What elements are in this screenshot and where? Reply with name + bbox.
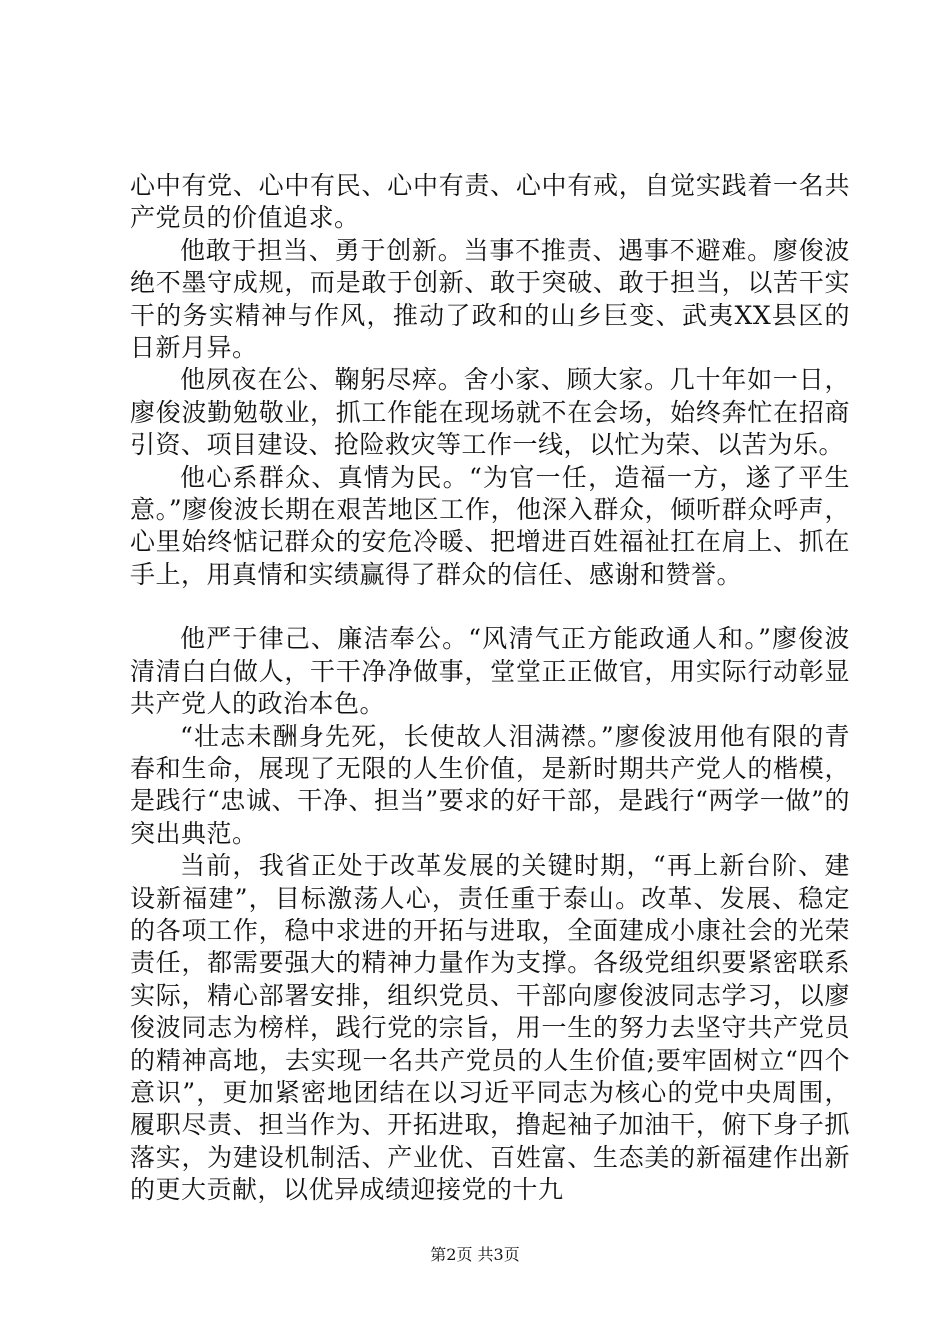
paragraph-people: 他心系群众、真情为民。“为官一任，造福一方，遂了平生意。”廖俊波长期在艰苦地区工作，他深入群众，倾听群众呼声，心里始终惦记群众的安危冷暖、把增进百姓福祉扛在肩上、抓在手上，用真情和实绩赢得了群众的信任、感谢和赞誉。 — [130, 462, 850, 589]
paragraph-quote: “壮志未酬身先死，长使故人泪满襟。”廖俊波用他有限的青春和生命，展现了无限的人生价值，是新时期共产党人的楷模，是践行“忠诚、干净、担当”要求的好干部，是践行“两学一做”的突出典范。 — [130, 721, 850, 848]
paragraph-integrity: 他严于律己、廉洁奉公。“风清气正方能政通人和。”廖俊波清清白白做人，干干净净做事，堂堂正正做官，用实际行动彰显共产党人的政治本色。 — [130, 624, 850, 719]
paragraph-courage: 他敢于担当、勇于创新。当事不推责、遇事不避难。廖俊波绝不墨守成规，而是敢于创新、敢于突破、敢于担当，以苦干实干的务实精神与作风，推动了政和的山乡巨变、武夷XX县区的日新月异。 — [130, 235, 850, 363]
paragraph-current-task: 当前，我省正处于改革发展的关键时期，“再上新台阶、建设新福建”，目标激荡人心，责任重于泰山。改革、发展、稳定的各项工作，稳中求进的开拓与进取，全面建成小康社会的光荣责任，都需要强大的精神力量作为支撑。各级党组织要紧密联系实际，精心部署安排，组织党员、干部向廖俊波同志学习，以廖俊波同志为榜样，践行党的宗旨，用一生的努力去坚守共产党员的精神高地，去实现一名共产党员的人生价值;要牢固树立“四个意识”，更加紧密地团结在以习近平同志为核心的党中央周围，履职尽责、担当作为、开拓进取，撸起袖子加油干，俯下身子抓落实，为建设机制活、产业优、百姓富、生态美的新福建作出新的更大贡献，以优异成绩迎接党的十九 — [130, 851, 850, 1205]
paragraph-continuation: 心中有党、心中有民、心中有责、心中有戒，自觉实践着一名共产党员的价值追求。 — [130, 171, 850, 233]
page-number-footer: 第2页 共3页 — [430, 1245, 520, 1264]
paragraph-spacer — [130, 591, 850, 623]
document-body — [130, 170, 850, 1207]
paragraph-dedication: 他夙夜在公、鞠躬尽瘁。舍小家、顾大家。几十年如一日，廖俊波勤勉敬业，抓工作能在现场就不在会场，始终奔忙在招商引资、项目建设、抢险救灾等工作一线，以忙为荣、以苦为乐。 — [130, 365, 850, 460]
